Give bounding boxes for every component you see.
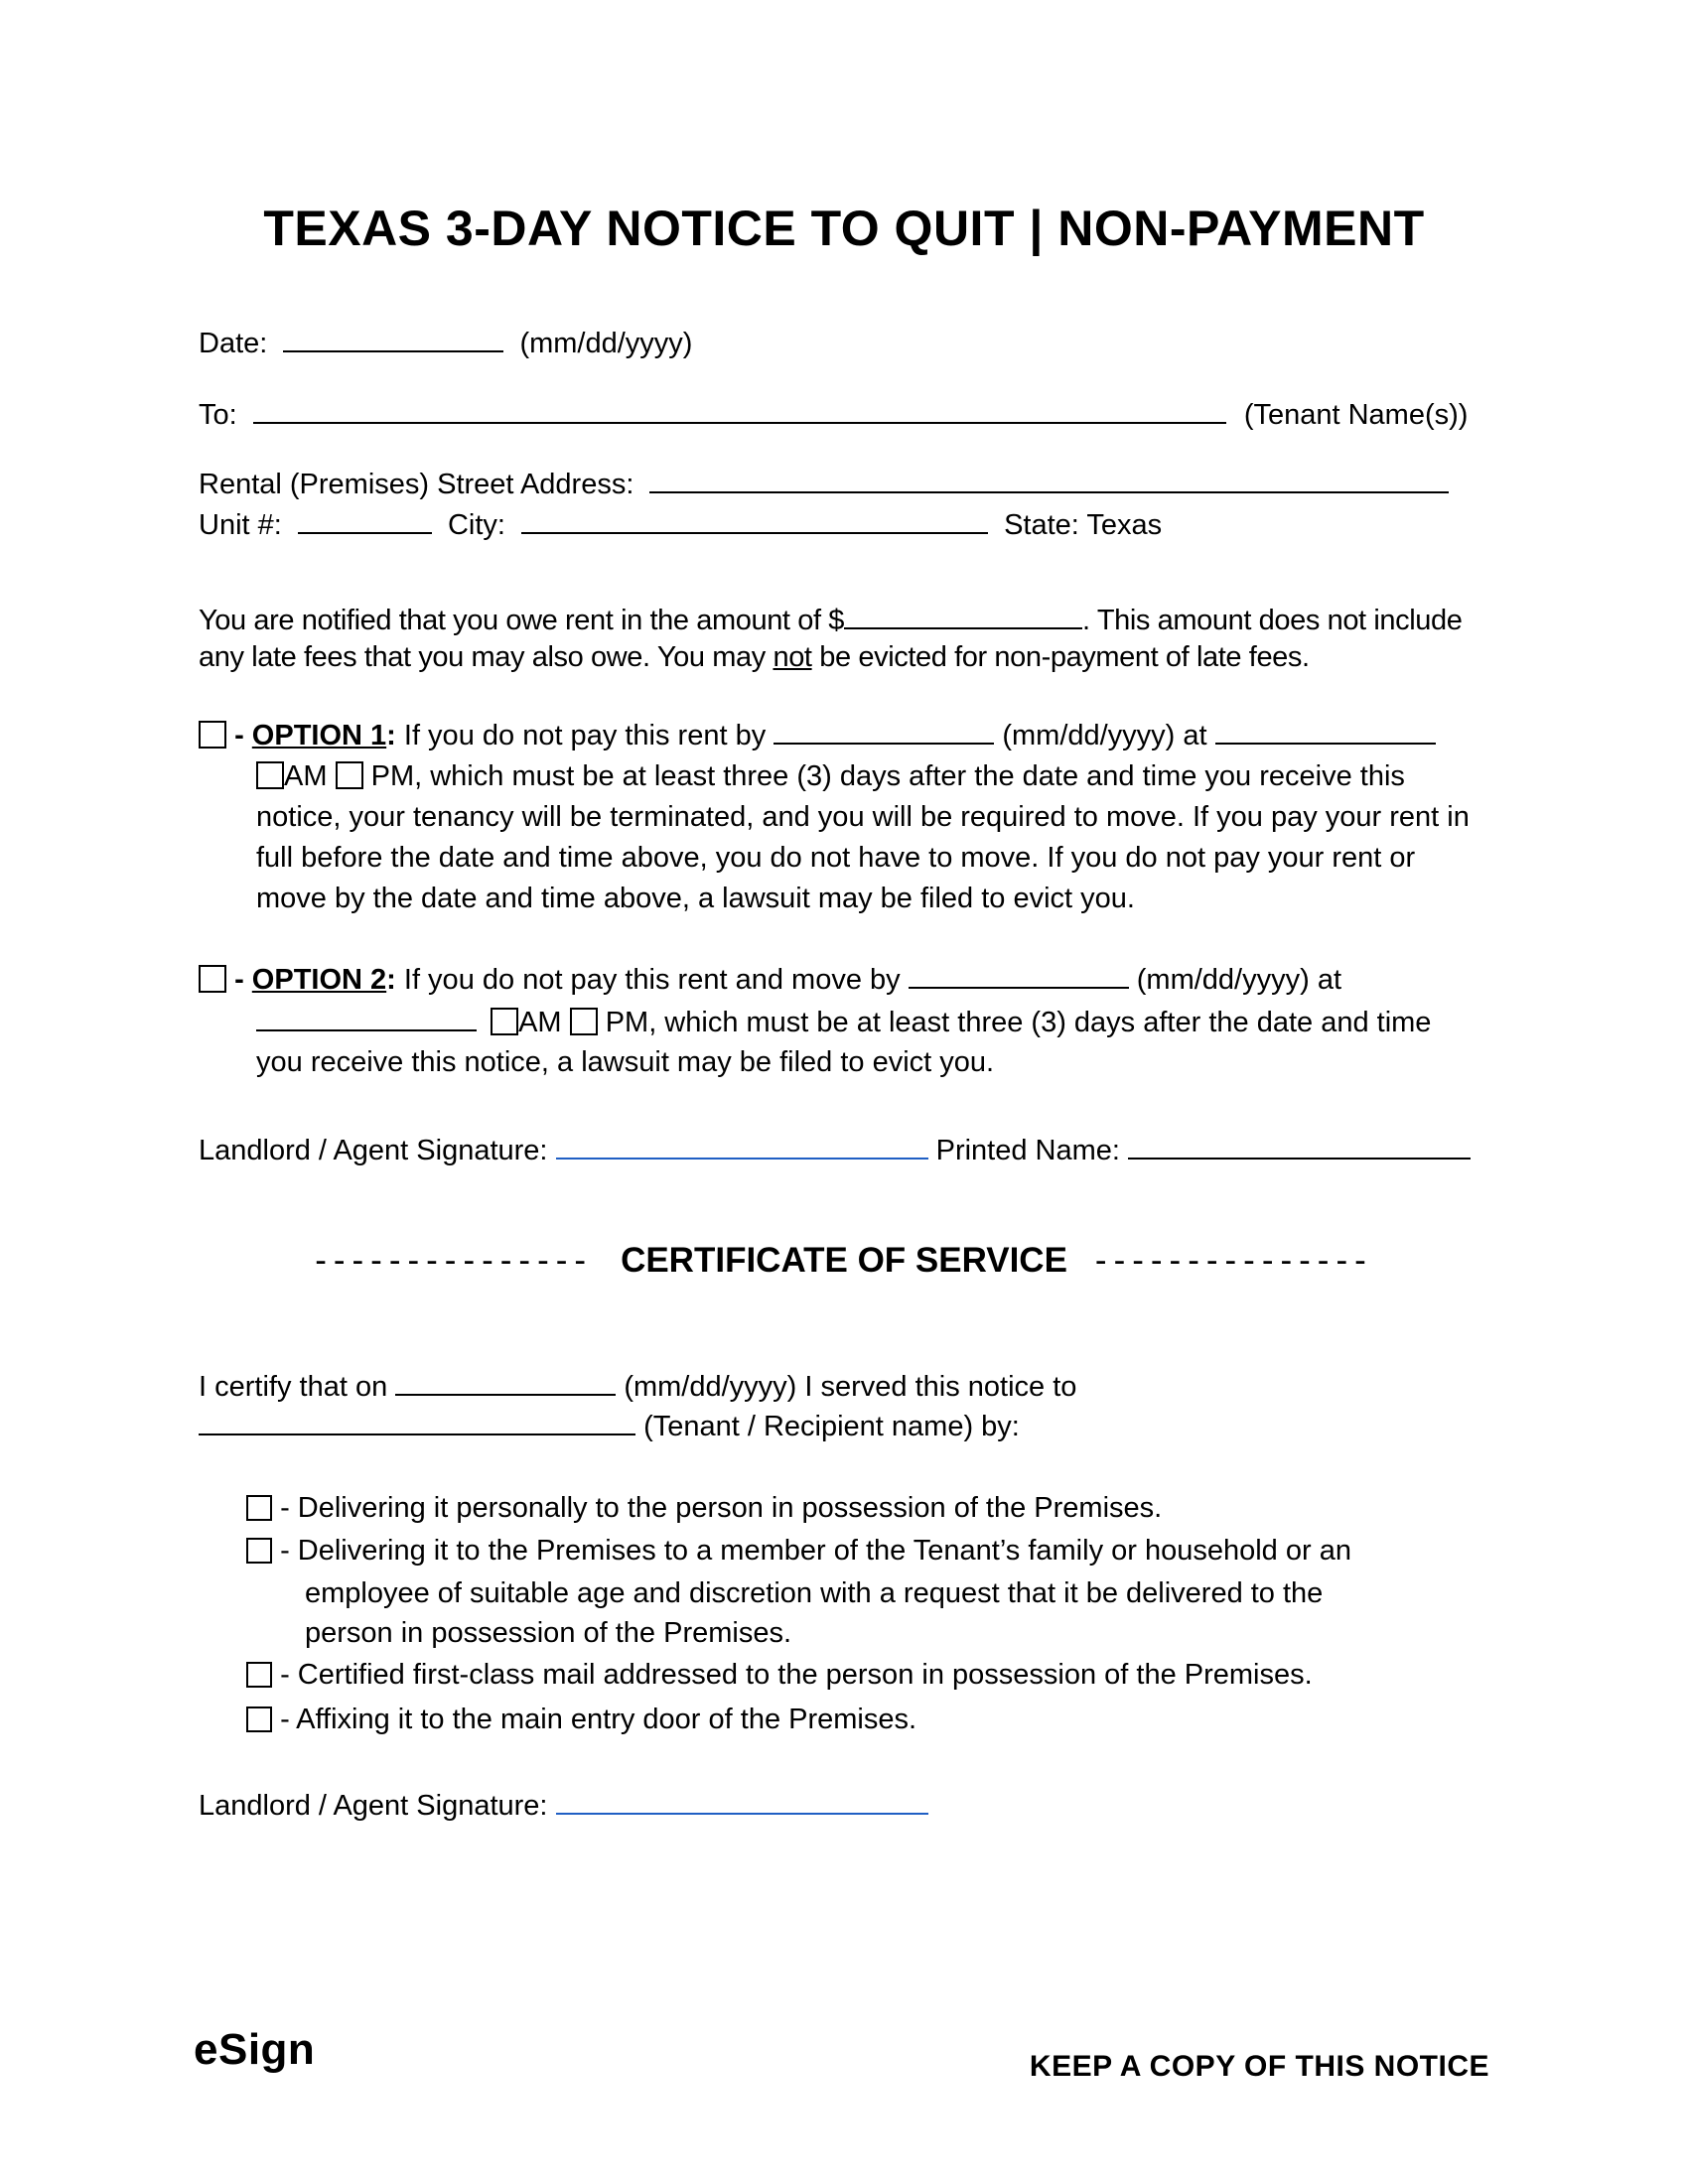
landlord-signature-field[interactable]	[556, 1132, 928, 1160]
notice-line-1	[199, 602, 1462, 637]
certificate-signature-row	[199, 1787, 928, 1823]
certificate-signature-field[interactable]	[556, 1787, 928, 1815]
option1-line-4: full before the date and time above, you do not have to move. If you do not pay your rent or	[256, 842, 1416, 874]
notice-text-2b: be evicted for non-payment of late fees.	[811, 641, 1310, 673]
method-household-cont-2: person in possession of the Premises.	[305, 1617, 792, 1649]
method-personal-checkbox[interactable]	[246, 1495, 272, 1521]
option1-date-hint: (mm/dd/yyyy) at	[1002, 720, 1207, 751]
option2-line-2	[256, 1004, 1431, 1039]
option2-am-checkbox[interactable]	[491, 1008, 518, 1035]
unit-label: Unit #:	[199, 509, 282, 541]
option2-line-3: you receive this notice, a lawsuit may be filed to evict you.	[256, 1046, 995, 1078]
option2-line-1	[199, 961, 1341, 997]
heading-dashes-right: ---------------	[1094, 1241, 1373, 1280]
certificate-signature-label: Landlord / Agent Signature:	[199, 1790, 548, 1822]
option1-pm-text: PM, which must be at least three (3) days after the date and time you receive this	[370, 760, 1405, 792]
option1-line-2	[256, 759, 1405, 793]
date-label: Date:	[199, 328, 268, 359]
option1-time-field[interactable]	[1215, 717, 1436, 745]
rent-amount-field[interactable]	[844, 602, 1082, 629]
option2-date-hint: (mm/dd/yyyy) at	[1136, 964, 1342, 996]
certify-line-2	[199, 1408, 1020, 1443]
method-affix-text: - Affixing it to the main entry door of the Premises.	[280, 1704, 917, 1735]
option1-line-5: move by the date and time above, a lawsuit may be filed to evict you.	[256, 883, 1135, 914]
option1-text: If you do not pay this rent by	[403, 720, 767, 751]
option2-text: If you do not pay this rent and move by	[403, 964, 901, 996]
option1-dash: -	[234, 720, 244, 751]
service-method-mail	[246, 1658, 1313, 1692]
option2-dash: -	[234, 964, 244, 996]
option2-time-field[interactable]	[256, 1004, 477, 1031]
certify-text-1b: (mm/dd/yyyy) I served this notice to	[624, 1371, 1077, 1403]
option2-checkbox[interactable]	[199, 965, 226, 993]
printed-name-label: Printed Name:	[935, 1135, 1120, 1166]
method-mail-checkbox[interactable]	[246, 1662, 272, 1688]
to-row	[199, 396, 1468, 432]
city-label: City:	[447, 509, 505, 541]
option1-checkbox[interactable]	[199, 721, 226, 749]
option1-line-1	[199, 717, 1436, 752]
option1-label: OPTION 1	[251, 720, 387, 751]
option1-line-3: notice, your tenancy will be terminated, and you will be required to move. If you pay your rent in	[256, 801, 1470, 833]
method-mail-text: - Certified first-class mail addressed to the person in possession of the Premises.	[280, 1659, 1313, 1691]
street-address-field[interactable]	[649, 466, 1449, 493]
address-label: Rental (Premises) Street Address:	[199, 469, 634, 500]
heading-dashes-left: ---------------	[315, 1241, 594, 1280]
notice-text-2a: any late fees that you may also owe. You may	[199, 641, 774, 673]
keep-copy-note: KEEP A COPY OF THIS NOTICE	[1029, 2050, 1489, 2083]
option1-am-label: AM	[284, 760, 328, 792]
signature-row	[199, 1132, 1471, 1167]
esign-logo: eSign	[194, 2025, 316, 2074]
option2-colon: :	[386, 964, 396, 996]
option2-date-field[interactable]	[909, 961, 1129, 989]
tenant-name-hint: (Tenant Name(s))	[1243, 399, 1469, 431]
method-household-text: - Delivering it to the Premises to a member of the Tenant’s family or household or an	[280, 1535, 1351, 1567]
address-row	[199, 466, 1449, 501]
option2-am-label: AM	[518, 1007, 562, 1038]
notice-line-2	[199, 640, 1310, 674]
date-field[interactable]	[283, 325, 503, 352]
printed-name-field[interactable]	[1128, 1132, 1471, 1160]
recipient-name-field[interactable]	[199, 1408, 635, 1435]
landlord-signature-label: Landlord / Agent Signature:	[199, 1135, 548, 1166]
method-personal-text: - Delivering it personally to the person in possession of the Premises.	[280, 1492, 1163, 1524]
method-affix-checkbox[interactable]	[246, 1706, 272, 1732]
option2-label: OPTION 2	[251, 964, 387, 996]
certificate-title: CERTIFICATE OF SERVICE	[621, 1241, 1067, 1280]
service-method-household	[246, 1534, 1351, 1568]
option1-pm-checkbox[interactable]	[336, 761, 363, 789]
method-household-checkbox[interactable]	[246, 1538, 272, 1564]
certificate-heading	[0, 1241, 1688, 1281]
option1-colon: :	[386, 720, 396, 751]
service-date-field[interactable]	[395, 1368, 616, 1396]
option2-pm-text: PM, which must be at least three (3) days after the date and time	[605, 1007, 1432, 1038]
unit-field[interactable]	[298, 506, 432, 534]
date-hint: (mm/dd/yyyy)	[519, 328, 693, 359]
certify-text-1a: I certify that on	[199, 1371, 388, 1403]
option2-pm-checkbox[interactable]	[570, 1008, 598, 1035]
to-label: To:	[199, 399, 237, 431]
service-method-affix	[246, 1703, 916, 1736]
notice-not-emphasis: not	[773, 641, 812, 673]
service-method-personal	[246, 1491, 1162, 1525]
method-household-cont-1: employee of suitable age and discretion with a request that it be delivered to the	[305, 1577, 1324, 1609]
date-row	[199, 325, 692, 360]
city-field[interactable]	[521, 506, 988, 534]
certify-line-1	[199, 1368, 1076, 1404]
state-label: State: Texas	[1004, 509, 1163, 541]
unit-city-state-row	[199, 506, 1162, 542]
tenant-name-field[interactable]	[253, 396, 1226, 424]
notice-text-1a: You are notified that you owe rent in the amount of $	[199, 605, 845, 636]
option1-date-field[interactable]	[774, 717, 994, 745]
document-title: TEXAS 3-DAY NOTICE TO QUIT | NON-PAYMENT	[263, 201, 1425, 256]
option1-am-checkbox[interactable]	[256, 761, 284, 789]
notice-text-1b: . This amount does not include	[1082, 605, 1463, 636]
certify-text-2b: (Tenant / Recipient name) by:	[643, 1411, 1020, 1442]
